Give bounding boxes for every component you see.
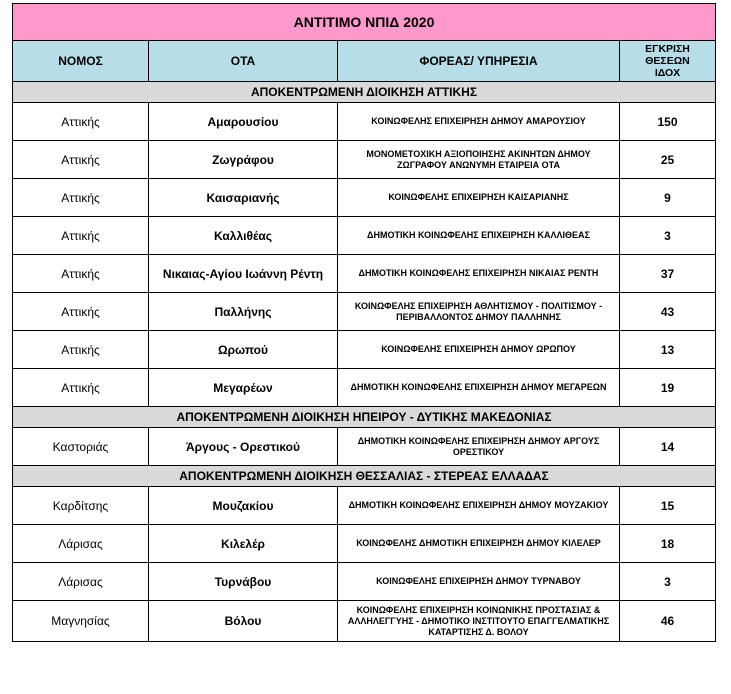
cell-foreas: ΔΗΜΟΤΙΚΗ ΚΟΙΝΩΦΕΛΗΣ ΕΠΙΧΕΙΡΗΣΗ ΝΙΚΑΙΑΣ ΡΕΝΤΗ (338, 255, 620, 293)
table-row (13, 255, 716, 293)
region-row (13, 466, 716, 487)
cell-count: 9 (620, 179, 716, 217)
header-row (13, 41, 716, 82)
cell-nomos: Λάρισας (13, 525, 149, 563)
cell-nomos: Λάρισας (13, 563, 149, 601)
table-title: ΑΝΤΙΤΙΜΟ ΝΠΙΔ 2020 (13, 4, 716, 41)
cell-ota: Μουζακίου (149, 487, 338, 525)
cell-ota: Αμαρουσίου (149, 103, 338, 141)
cell-foreas: ΚΟΙΝΩΦΕΛΗΣ ΕΠΙΧΕΙΡΗΣΗ ΔΗΜΟΥ ΤΥΡΝΑΒΟΥ (338, 563, 620, 601)
region-title: ΑΠΟΚΕΝΤΡΩΜΕΝΗ ΔΙΟΙΚΗΣΗ ΑΤΤΙΚΗΣ (13, 82, 716, 103)
table-row (13, 103, 716, 141)
table-row (13, 217, 716, 255)
header-approval-line: ΙΔΟΧ (654, 67, 681, 79)
region-row (13, 407, 716, 428)
table-row (13, 141, 716, 179)
cell-foreas: ΔΗΜΟΤΙΚΗ ΚΟΙΝΩΦΕΛΗΣ ΕΠΙΧΕΙΡΗΣΗ ΚΑΛΛΙΘΕΑΣ (338, 217, 620, 255)
cell-foreas: ΚΟΙΝΩΦΕΛΗΣ ΕΠΙΧΕΙΡΗΣΗ ΔΗΜΟΥ ΩΡΩΠΟΥ (338, 331, 620, 369)
cell-ota: Παλλήνης (149, 293, 338, 331)
cell-foreas: ΚΟΙΝΩΦΕΛΗΣ ΔΗΜΟΤΙΚΗ ΕΠΙΧΕΙΡΗΣΗ ΔΗΜΟΥ ΚΙΛΕΛΕΡ (338, 525, 620, 563)
cell-nomos: Αττικής (13, 293, 149, 331)
cell-ota: Ζωγράφου (149, 141, 338, 179)
cell-nomos: Αττικής (13, 217, 149, 255)
cell-foreas: ΚΟΙΝΩΦΕΛΗΣ ΕΠΙΧΕΙΡΗΣΗ ΚΟΙΝΩΝΙΚΗΣ ΠΡΟΣΤΑΣΙΑΣ & ΑΛΛΗΛΕΓΓΥΗΣ - ΔΗΜΟΤΙΚΟ ΙΝΣΤΙΤΟΥΤΟ ΕΠΑΓΓΕΛΜΑΤΙΚΗΣ ΚΑΤΑΡΤΙΣΗΣ Δ. ΒΟΛΟΥ (338, 601, 620, 642)
cell-count: 13 (620, 331, 716, 369)
header-approval (620, 41, 716, 82)
table-row (13, 428, 716, 466)
region-row (13, 82, 716, 103)
positions-table (12, 3, 716, 642)
cell-ota: Ωρωπού (149, 331, 338, 369)
cell-ota: Καισαριανής (149, 179, 338, 217)
cell-foreas: ΔΗΜΟΤΙΚΗ ΚΟΙΝΩΦΕΛΗΣ ΕΠΙΧΕΙΡΗΣΗ ΔΗΜΟΥ ΜΟΥΖΑΚΙΟΥ (338, 487, 620, 525)
region-title: ΑΠΟΚΕΝΤΡΩΜΕΝΗ ΔΙΟΙΚΗΣΗ ΘΕΣΣΑΛΙΑΣ - ΣΤΕΡΕΑΣ ΕΛΛΑΔΑΣ (13, 466, 716, 487)
cell-ota: Κιλελέρ (149, 525, 338, 563)
cell-count: 14 (620, 428, 716, 466)
cell-nomos: Μαγνησίας (13, 601, 149, 642)
table-row (13, 179, 716, 217)
table-row (13, 563, 716, 601)
cell-foreas: ΚΟΙΝΩΦΕΛΗΣ ΕΠΙΧΕΙΡΗΣΗ ΑΘΛΗΤΙΣΜΟΥ - ΠΟΛΙΤΙΣΜΟΥ - ΠΕΡΙΒΑΛΛΟΝΤΟΣ ΔΗΜΟΥ ΠΑΛΛΗΝΗΣ (338, 293, 620, 331)
cell-foreas: ΔΗΜΟΤΙΚΗ ΚΟΙΝΩΦΕΛΗΣ ΕΠΙΧΕΙΡΗΣΗ ΔΗΜΟΥ ΑΡΓΟΥΣ ΟΡΕΣΤΙΚΟΥ (338, 428, 620, 466)
cell-count: 43 (620, 293, 716, 331)
cell-ota: Νικαιας-Αγίου Ιωάννη Ρέντη (149, 255, 338, 293)
cell-nomos: Αττικής (13, 369, 149, 407)
header-approval-line: ΕΓΚΡΙΣΗ (645, 43, 690, 55)
cell-ota: Τυρνάβου (149, 563, 338, 601)
table-row (13, 293, 716, 331)
cell-ota: Καλλιθέας (149, 217, 338, 255)
table-row (13, 601, 716, 642)
cell-nomos: Καστοριάς (13, 428, 149, 466)
title-row (13, 4, 716, 41)
cell-nomos: Αττικής (13, 179, 149, 217)
cell-nomos: Αττικής (13, 103, 149, 141)
cell-count: 19 (620, 369, 716, 407)
table-row (13, 369, 716, 407)
cell-foreas: ΚΟΙΝΩΦΕΛΗΣ ΕΠΙΧΕΙΡΗΣΗ ΚΑΙΣΑΡΙΑΝΗΣ (338, 179, 620, 217)
header-nomos: ΝΟΜΟΣ (13, 41, 149, 82)
cell-nomos: Αττικής (13, 331, 149, 369)
table-row (13, 487, 716, 525)
cell-ota: Βόλου (149, 601, 338, 642)
cell-nomos: Καρδίτσης (13, 487, 149, 525)
cell-count: 3 (620, 563, 716, 601)
table-row (13, 525, 716, 563)
cell-count: 46 (620, 601, 716, 642)
cell-count: 150 (620, 103, 716, 141)
cell-count: 25 (620, 141, 716, 179)
cell-foreas: ΜΟΝΟΜΕΤΟΧΙΚΗ ΑΞΙΟΠΟΙΗΣΗΣ ΑΚΙΝΗΤΩΝ ΔΗΜΟΥ ΖΩΓΡΑΦΟΥ ΑΝΩΝΥΜΗ ΕΤΑΙΡΕΙΑ ΟΤΑ (338, 141, 620, 179)
cell-count: 3 (620, 217, 716, 255)
table-row (13, 331, 716, 369)
cell-count: 37 (620, 255, 716, 293)
header-approval-line: ΘΕΣΕΩΝ (645, 55, 690, 67)
cell-count: 15 (620, 487, 716, 525)
region-title: ΑΠΟΚΕΝΤΡΩΜΕΝΗ ΔΙΟΙΚΗΣΗ ΗΠΕΙΡΟΥ - ΔΥΤΙΚΗΣ ΜΑΚΕΔΟΝΙΑΣ (13, 407, 716, 428)
cell-nomos: Αττικής (13, 141, 149, 179)
header-foreas: ΦΟΡΕΑΣ/ ΥΠΗΡΕΣΙΑ (338, 41, 620, 82)
cell-foreas: ΚΟΙΝΩΦΕΛΗΣ ΕΠΙΧΕΙΡΗΣΗ ΔΗΜΟΥ ΑΜΑΡΟΥΣΙΟΥ (338, 103, 620, 141)
cell-ota: Μεγαρέων (149, 369, 338, 407)
cell-ota: Άργους - Ορεστικού (149, 428, 338, 466)
cell-nomos: Αττικής (13, 255, 149, 293)
cell-count: 18 (620, 525, 716, 563)
cell-foreas: ΔΗΜΟΤΙΚΗ ΚΟΙΝΩΦΕΛΗΣ ΕΠΙΧΕΙΡΗΣΗ ΔΗΜΟΥ ΜΕΓΑΡΕΩΝ (338, 369, 620, 407)
header-ota: ΟΤΑ (149, 41, 338, 82)
